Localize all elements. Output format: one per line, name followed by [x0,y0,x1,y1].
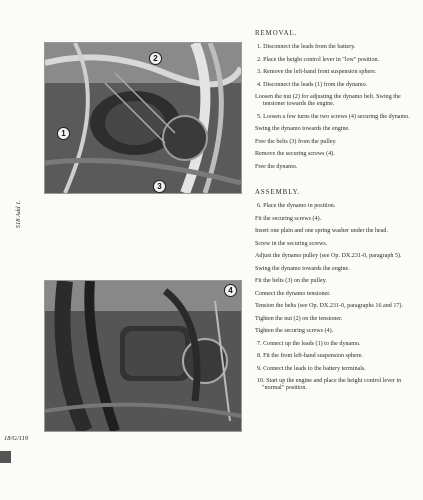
assembly-step: 10. Start up the engine and place the height control lever in "normal" position. [257,378,402,391]
assembly-step: 6. Place the dynamo in position. [257,203,336,209]
engine-photo-assembly [44,280,242,432]
removal-section [255,30,417,176]
removal-heading: REMOVAL. [255,30,298,37]
edge-mark [0,451,11,463]
assembly-step: Adjust the dynamo pulley (see Op. DX.231-0, paragraph 5). [255,253,402,259]
removal-step: Swing the dynamo towards the engine. [255,126,350,132]
assembly-step: Tighten the nut (2) on the tensioner. [255,315,343,322]
engine-photo-removal [44,42,242,194]
assembly-step: Fit the securing screws (4). [255,215,322,222]
removal-step: 5. Loosen a few turns the two screws (4) securing the dynamo. [257,113,410,120]
removal-step: 2. Place the height control lever in "low" position. [257,56,380,63]
assembly-step: Swing the dynamo towards the engine. [255,265,350,272]
assembly-step: 7. Connect up the leads (1) to the dynamo. [257,340,361,347]
callout-4: 4 [224,284,237,297]
removal-step: Loosen the nut (2) for adjusting the dynamo belt. Swing the tensioner towards the engine. [255,94,401,107]
assembly-step: 8. Fit the front left-hand suspension sphere. [257,353,363,359]
removal-step: 1. Disconnect the leads from the battery. [257,44,356,50]
removal-step: Remove the securing screws (4). [255,151,335,157]
assembly-heading: ASSEMBLY. [255,189,301,196]
callout-3: 3 [153,180,166,193]
removal-step: Free the dynamo. [255,163,298,170]
assembly-step: Insert one plain and one spring washer under the head. [255,228,389,234]
page-reference: 18/G/119 [4,435,29,442]
callout-2: 2 [149,52,162,65]
assembly-step: Tighten the securing screws (4). [255,328,334,334]
assembly-section [255,189,417,398]
assembly-step: Fit the belts (3) on the pulley. [255,278,327,284]
removal-step: 3. Remove the left-hand front suspension sphere. [257,69,377,75]
assembly-step: Tension the belts (see Op. DX.231-0, paragraphs 16 and 17). [255,303,403,309]
assembly-step: 9. Connect the leads to the battery terminals. [257,365,366,372]
removal-step: Free the belts (3) from the pulley. [255,138,337,145]
assembly-step: Screw in the securing screws. [255,240,328,247]
assembly-step: Connect the dynamo tensioner. [255,290,331,297]
callout-1: 1 [57,127,70,140]
side-code: 518 Add 1. [15,200,22,229]
removal-step: 4. Disconnect the leads (1) from the dynamo. [257,81,368,88]
